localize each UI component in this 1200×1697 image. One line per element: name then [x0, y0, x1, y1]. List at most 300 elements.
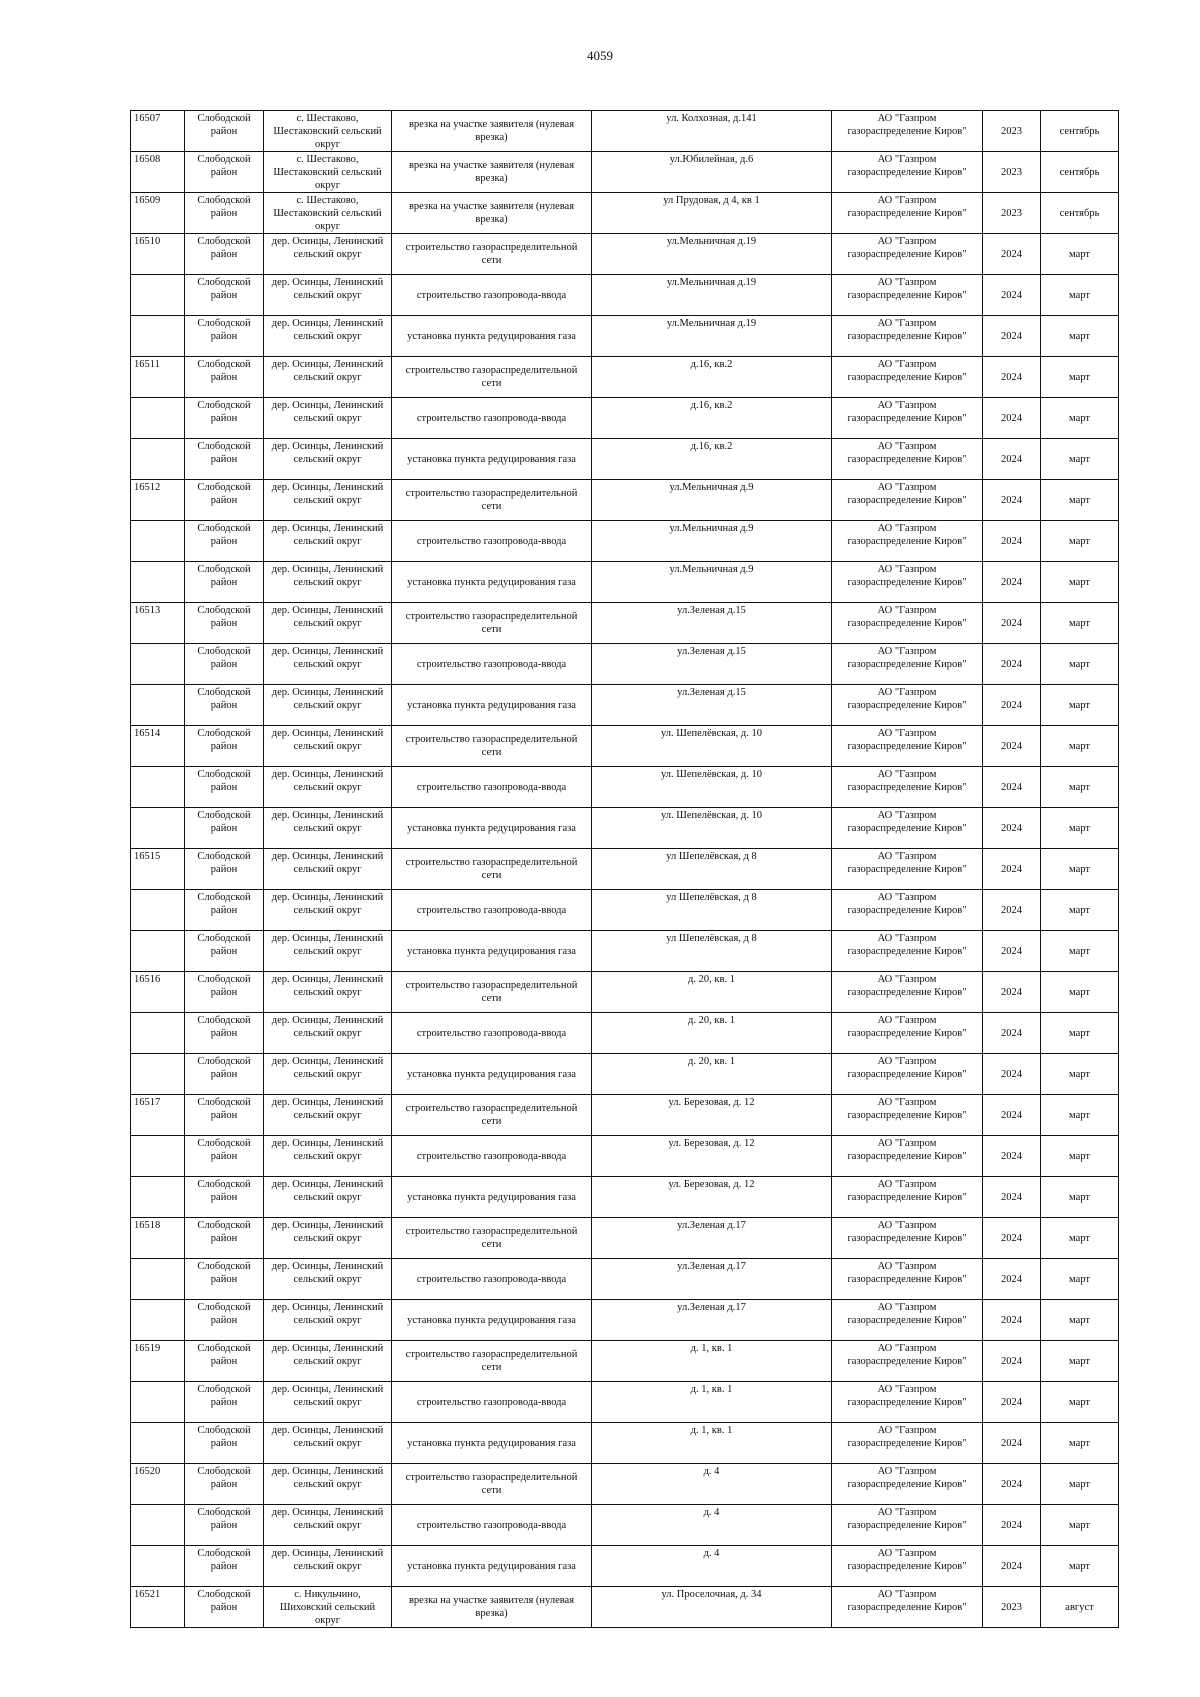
cell-organization: АО "Газпром газораспределение Киров" [832, 1054, 983, 1095]
cell-district: Слободской район [185, 972, 264, 1013]
cell-year: 2024 [983, 480, 1041, 521]
cell-address: ул.Зеленая д.17 [592, 1259, 832, 1300]
cell-locality: дер. Осинцы, Ленинский сельский округ [264, 1423, 392, 1464]
cell-address: д.16, кв.2 [592, 357, 832, 398]
cell-district: Слободской район [185, 1136, 264, 1177]
cell-address: ул. Шепелёвская, д. 10 [592, 726, 832, 767]
cell-district: Слободской район [185, 931, 264, 972]
cell-work-type: врезка на участке заявителя (нулевая врезка) [392, 111, 592, 152]
cell-locality: дер. Осинцы, Ленинский сельский округ [264, 644, 392, 685]
cell-number: 16507 [131, 111, 185, 152]
table-row [131, 439, 1119, 480]
cell-year: 2024 [983, 398, 1041, 439]
cell-year: 2024 [983, 275, 1041, 316]
table-row [131, 1095, 1119, 1136]
cell-address: д.16, кв.2 [592, 439, 832, 480]
table-row [131, 808, 1119, 849]
cell-work-type: строительство газораспределительной сети [392, 726, 592, 767]
cell-address: д. 1, кв. 1 [592, 1423, 832, 1464]
cell-year: 2024 [983, 316, 1041, 357]
cell-organization: АО "Газпром газораспределение Киров" [832, 398, 983, 439]
cell-organization: АО "Газпром газораспределение Киров" [832, 1136, 983, 1177]
table-row [131, 562, 1119, 603]
cell-locality: дер. Осинцы, Ленинский сельский округ [264, 972, 392, 1013]
cell-organization: АО "Газпром газораспределение Киров" [832, 603, 983, 644]
cell-month: март [1041, 1259, 1119, 1300]
cell-address: ул.Мельничная д.19 [592, 275, 832, 316]
cell-locality: дер. Осинцы, Ленинский сельский округ [264, 1546, 392, 1587]
cell-month: март [1041, 1546, 1119, 1587]
cell-locality: дер. Осинцы, Ленинский сельский округ [264, 234, 392, 275]
cell-number: 16518 [131, 1218, 185, 1259]
cell-work-type: строительство газораспределительной сети [392, 603, 592, 644]
cell-work-type: установка пункта редуцирования газа [392, 1546, 592, 1587]
cell-number [131, 808, 185, 849]
cell-year: 2024 [983, 1054, 1041, 1095]
cell-locality: дер. Осинцы, Ленинский сельский округ [264, 1464, 392, 1505]
cell-organization: АО "Газпром газораспределение Киров" [832, 1546, 983, 1587]
cell-number: 16516 [131, 972, 185, 1013]
cell-work-type: установка пункта редуцирования газа [392, 1300, 592, 1341]
cell-number [131, 1177, 185, 1218]
table-row [131, 152, 1119, 193]
cell-month: март [1041, 808, 1119, 849]
table-row [131, 1505, 1119, 1546]
cell-address: д. 4 [592, 1505, 832, 1546]
cell-year: 2024 [983, 1218, 1041, 1259]
cell-locality: дер. Осинцы, Ленинский сельский округ [264, 357, 392, 398]
cell-locality: дер. Осинцы, Ленинский сельский округ [264, 275, 392, 316]
cell-address: д. 4 [592, 1546, 832, 1587]
cell-organization: АО "Газпром газораспределение Киров" [832, 357, 983, 398]
cell-district: Слободской район [185, 726, 264, 767]
cell-number [131, 1300, 185, 1341]
cell-address: ул Шепелёвская, д 8 [592, 890, 832, 931]
cell-address: д. 1, кв. 1 [592, 1341, 832, 1382]
cell-locality: с. Шестаково, Шестаковский сельский округ [264, 152, 392, 193]
table-row [131, 1259, 1119, 1300]
cell-locality: с. Шестаково, Шестаковский сельский округ [264, 193, 392, 234]
cell-organization: АО "Газпром газораспределение Киров" [832, 726, 983, 767]
cell-number [131, 931, 185, 972]
cell-year: 2024 [983, 603, 1041, 644]
cell-year: 2024 [983, 972, 1041, 1013]
cell-locality: дер. Осинцы, Ленинский сельский округ [264, 849, 392, 890]
table-row [131, 234, 1119, 275]
cell-month: март [1041, 1218, 1119, 1259]
cell-year: 2024 [983, 562, 1041, 603]
table-row [131, 1546, 1119, 1587]
cell-organization: АО "Газпром газораспределение Киров" [832, 1423, 983, 1464]
cell-locality: дер. Осинцы, Ленинский сельский округ [264, 521, 392, 562]
cell-district: Слободской район [185, 480, 264, 521]
cell-year: 2024 [983, 521, 1041, 562]
cell-locality: дер. Осинцы, Ленинский сельский округ [264, 685, 392, 726]
cell-organization: АО "Газпром газораспределение Киров" [832, 1587, 983, 1628]
cell-work-type: врезка на участке заявителя (нулевая врезка) [392, 152, 592, 193]
cell-locality: дер. Осинцы, Ленинский сельский округ [264, 1136, 392, 1177]
cell-year: 2024 [983, 1464, 1041, 1505]
cell-number: 16517 [131, 1095, 185, 1136]
table-row [131, 357, 1119, 398]
cell-year: 2024 [983, 1423, 1041, 1464]
cell-year: 2024 [983, 1177, 1041, 1218]
cell-month: сентябрь [1041, 111, 1119, 152]
table-row [131, 767, 1119, 808]
cell-organization: АО "Газпром газораспределение Киров" [832, 1218, 983, 1259]
cell-work-type: установка пункта редуцирования газа [392, 439, 592, 480]
cell-organization: АО "Газпром газораспределение Киров" [832, 972, 983, 1013]
cell-number [131, 1423, 185, 1464]
cell-locality: дер. Осинцы, Ленинский сельский округ [264, 1300, 392, 1341]
table-row [131, 1464, 1119, 1505]
cell-work-type: установка пункта редуцирования газа [392, 1054, 592, 1095]
cell-locality: дер. Осинцы, Ленинский сельский округ [264, 480, 392, 521]
cell-work-type: строительство газораспределительной сети [392, 1218, 592, 1259]
cell-organization: АО "Газпром газораспределение Киров" [832, 316, 983, 357]
cell-month: март [1041, 521, 1119, 562]
cell-organization: АО "Газпром газораспределение Киров" [832, 1464, 983, 1505]
cell-number: 16514 [131, 726, 185, 767]
cell-work-type: строительство газораспределительной сети [392, 849, 592, 890]
table-row [131, 890, 1119, 931]
cell-number [131, 316, 185, 357]
cell-year: 2024 [983, 1136, 1041, 1177]
cell-locality: дер. Осинцы, Ленинский сельский округ [264, 1177, 392, 1218]
cell-month: март [1041, 357, 1119, 398]
cell-address: ул. Березовая, д. 12 [592, 1136, 832, 1177]
cell-address: ул.Зеленая д.17 [592, 1300, 832, 1341]
table-row [131, 111, 1119, 152]
cell-locality: дер. Осинцы, Ленинский сельский округ [264, 1259, 392, 1300]
cell-work-type: строительство газораспределительной сети [392, 480, 592, 521]
cell-organization: АО "Газпром газораспределение Киров" [832, 234, 983, 275]
cell-district: Слободской район [185, 1505, 264, 1546]
cell-district: Слободской район [185, 808, 264, 849]
cell-organization: АО "Газпром газораспределение Киров" [832, 152, 983, 193]
cell-district: Слободской район [185, 1587, 264, 1628]
cell-number [131, 398, 185, 439]
cell-work-type: установка пункта редуцирования газа [392, 562, 592, 603]
cell-number: 16515 [131, 849, 185, 890]
cell-district: Слободской район [185, 890, 264, 931]
cell-year: 2024 [983, 1382, 1041, 1423]
cell-organization: АО "Газпром газораспределение Киров" [832, 890, 983, 931]
cell-locality: дер. Осинцы, Ленинский сельский округ [264, 1341, 392, 1382]
cell-district: Слободской район [185, 316, 264, 357]
cell-locality: дер. Осинцы, Ленинский сельский округ [264, 603, 392, 644]
table-row [131, 644, 1119, 685]
table-row [131, 398, 1119, 439]
cell-locality: дер. Осинцы, Ленинский сельский округ [264, 726, 392, 767]
cell-year: 2024 [983, 357, 1041, 398]
cell-organization: АО "Газпром газораспределение Киров" [832, 644, 983, 685]
cell-year: 2024 [983, 931, 1041, 972]
cell-organization: АО "Газпром газораспределение Киров" [832, 685, 983, 726]
cell-district: Слободской район [185, 1218, 264, 1259]
cell-organization: АО "Газпром газораспределение Киров" [832, 1382, 983, 1423]
cell-organization: АО "Газпром газораспределение Киров" [832, 931, 983, 972]
cell-month: март [1041, 316, 1119, 357]
cell-work-type: строительство газопровода-ввода [392, 1259, 592, 1300]
cell-work-type: строительство газораспределительной сети [392, 1464, 592, 1505]
cell-organization: АО "Газпром газораспределение Киров" [832, 562, 983, 603]
cell-month: март [1041, 234, 1119, 275]
cell-address: ул Шепелёвская, д 8 [592, 931, 832, 972]
cell-district: Слободской район [185, 398, 264, 439]
gasification-table [130, 110, 1119, 1628]
cell-address: д. 20, кв. 1 [592, 1013, 832, 1054]
cell-number: 16519 [131, 1341, 185, 1382]
cell-number: 16509 [131, 193, 185, 234]
cell-locality: с. Шестаково, Шестаковский сельский округ [264, 111, 392, 152]
cell-month: март [1041, 439, 1119, 480]
cell-district: Слободской район [185, 521, 264, 562]
cell-address: ул.Юбилейная, д.6 [592, 152, 832, 193]
table-row [131, 480, 1119, 521]
cell-address: д. 1, кв. 1 [592, 1382, 832, 1423]
cell-district: Слободской район [185, 1300, 264, 1341]
table-row [131, 1054, 1119, 1095]
table-row [131, 1423, 1119, 1464]
cell-locality: с. Никульчино, Шиховский сельский округ [264, 1587, 392, 1628]
table-row [131, 849, 1119, 890]
cell-organization: АО "Газпром газораспределение Киров" [832, 193, 983, 234]
table-row [131, 931, 1119, 972]
cell-organization: АО "Газпром газораспределение Киров" [832, 808, 983, 849]
cell-month: март [1041, 562, 1119, 603]
cell-district: Слободской район [185, 357, 264, 398]
table-body [131, 111, 1119, 1628]
table-row [131, 1587, 1119, 1628]
cell-locality: дер. Осинцы, Ленинский сельский округ [264, 767, 392, 808]
cell-district: Слободской район [185, 644, 264, 685]
cell-number: 16520 [131, 1464, 185, 1505]
cell-month: март [1041, 1177, 1119, 1218]
cell-year: 2024 [983, 1013, 1041, 1054]
cell-work-type: строительство газораспределительной сети [392, 234, 592, 275]
table-row [131, 726, 1119, 767]
cell-address: ул Шепелёвская, д 8 [592, 849, 832, 890]
cell-address: ул.Мельничная д.19 [592, 234, 832, 275]
table-row [131, 685, 1119, 726]
cell-organization: АО "Газпром газораспределение Киров" [832, 1177, 983, 1218]
cell-work-type: строительство газопровода-ввода [392, 644, 592, 685]
cell-number: 16508 [131, 152, 185, 193]
cell-organization: АО "Газпром газораспределение Киров" [832, 275, 983, 316]
cell-district: Слободской район [185, 111, 264, 152]
cell-organization: АО "Газпром газораспределение Киров" [832, 1300, 983, 1341]
cell-address: ул. Шепелёвская, д. 10 [592, 767, 832, 808]
cell-locality: дер. Осинцы, Ленинский сельский округ [264, 1505, 392, 1546]
cell-work-type: установка пункта редуцирования газа [392, 685, 592, 726]
cell-locality: дер. Осинцы, Ленинский сельский округ [264, 562, 392, 603]
cell-organization: АО "Газпром газораспределение Киров" [832, 1013, 983, 1054]
cell-number [131, 1382, 185, 1423]
table-row [131, 521, 1119, 562]
cell-month: март [1041, 1464, 1119, 1505]
cell-number [131, 1013, 185, 1054]
cell-month: март [1041, 275, 1119, 316]
cell-district: Слободской район [185, 1013, 264, 1054]
cell-address: ул. Березовая, д. 12 [592, 1095, 832, 1136]
cell-locality: дер. Осинцы, Ленинский сельский округ [264, 1054, 392, 1095]
cell-number [131, 767, 185, 808]
cell-locality: дер. Осинцы, Ленинский сельский округ [264, 316, 392, 357]
table-row [131, 316, 1119, 357]
cell-address: д. 20, кв. 1 [592, 1054, 832, 1095]
cell-year: 2024 [983, 767, 1041, 808]
table-row [131, 1341, 1119, 1382]
cell-work-type: строительство газопровода-ввода [392, 275, 592, 316]
cell-district: Слободской район [185, 1177, 264, 1218]
cell-month: март [1041, 1095, 1119, 1136]
cell-month: март [1041, 1300, 1119, 1341]
cell-year: 2024 [983, 1300, 1041, 1341]
cell-number [131, 439, 185, 480]
cell-district: Слободской район [185, 234, 264, 275]
cell-month: март [1041, 890, 1119, 931]
table-row [131, 972, 1119, 1013]
cell-month: сентябрь [1041, 193, 1119, 234]
cell-address: ул. Березовая, д. 12 [592, 1177, 832, 1218]
cell-locality: дер. Осинцы, Ленинский сельский округ [264, 808, 392, 849]
cell-number: 16510 [131, 234, 185, 275]
cell-address: д. 20, кв. 1 [592, 972, 832, 1013]
cell-work-type: строительство газопровода-ввода [392, 1505, 592, 1546]
cell-address: ул. Проселочная, д. 34 [592, 1587, 832, 1628]
cell-number [131, 1054, 185, 1095]
table-row [131, 1300, 1119, 1341]
cell-address: ул. Шепелёвская, д. 10 [592, 808, 832, 849]
cell-locality: дер. Осинцы, Ленинский сельский округ [264, 890, 392, 931]
cell-work-type: строительство газопровода-ввода [392, 1013, 592, 1054]
cell-district: Слободской район [185, 1464, 264, 1505]
cell-month: март [1041, 1505, 1119, 1546]
cell-year: 2024 [983, 1505, 1041, 1546]
cell-year: 2023 [983, 152, 1041, 193]
cell-year: 2024 [983, 234, 1041, 275]
cell-month: март [1041, 603, 1119, 644]
cell-month: сентябрь [1041, 152, 1119, 193]
cell-number [131, 644, 185, 685]
cell-month: август [1041, 1587, 1119, 1628]
cell-month: март [1041, 931, 1119, 972]
cell-number: 16513 [131, 603, 185, 644]
cell-month: март [1041, 480, 1119, 521]
cell-organization: АО "Газпром газораспределение Киров" [832, 767, 983, 808]
cell-work-type: строительство газораспределительной сети [392, 1341, 592, 1382]
table-row [131, 193, 1119, 234]
table-row [131, 603, 1119, 644]
cell-number [131, 685, 185, 726]
cell-organization: АО "Газпром газораспределение Киров" [832, 480, 983, 521]
page-number: 4059 [587, 48, 613, 63]
cell-district: Слободской район [185, 1382, 264, 1423]
table-row [131, 1218, 1119, 1259]
cell-number [131, 1546, 185, 1587]
cell-work-type: врезка на участке заявителя (нулевая врезка) [392, 1587, 592, 1628]
table-row [131, 275, 1119, 316]
cell-work-type: строительство газопровода-ввода [392, 398, 592, 439]
cell-year: 2024 [983, 644, 1041, 685]
cell-month: март [1041, 1341, 1119, 1382]
cell-month: март [1041, 972, 1119, 1013]
cell-year: 2024 [983, 808, 1041, 849]
cell-address: ул.Зеленая д.15 [592, 603, 832, 644]
table-row [131, 1382, 1119, 1423]
cell-month: март [1041, 685, 1119, 726]
cell-year: 2024 [983, 685, 1041, 726]
cell-number [131, 1136, 185, 1177]
cell-month: март [1041, 398, 1119, 439]
cell-month: март [1041, 767, 1119, 808]
cell-address: ул.Мельничная д.9 [592, 521, 832, 562]
cell-work-type: установка пункта редуцирования газа [392, 808, 592, 849]
cell-year: 2024 [983, 1259, 1041, 1300]
cell-address: ул.Мельничная д.9 [592, 562, 832, 603]
cell-district: Слободской район [185, 1546, 264, 1587]
cell-month: март [1041, 1382, 1119, 1423]
cell-organization: АО "Газпром газораспределение Киров" [832, 1095, 983, 1136]
cell-month: март [1041, 1054, 1119, 1095]
cell-district: Слободской район [185, 1259, 264, 1300]
cell-organization: АО "Газпром газораспределение Киров" [832, 439, 983, 480]
cell-district: Слободской район [185, 193, 264, 234]
cell-year: 2023 [983, 111, 1041, 152]
cell-work-type: строительство газопровода-ввода [392, 1382, 592, 1423]
cell-district: Слободской район [185, 1054, 264, 1095]
cell-address: д.16, кв.2 [592, 398, 832, 439]
cell-address: ул.Мельничная д.19 [592, 316, 832, 357]
cell-locality: дер. Осинцы, Ленинский сельский округ [264, 398, 392, 439]
cell-district: Слободской район [185, 562, 264, 603]
cell-address: ул.Зеленая д.15 [592, 644, 832, 685]
cell-work-type: установка пункта редуцирования газа [392, 1423, 592, 1464]
cell-address: д. 4 [592, 1464, 832, 1505]
cell-month: март [1041, 726, 1119, 767]
cell-month: март [1041, 849, 1119, 890]
cell-organization: АО "Газпром газораспределение Киров" [832, 1341, 983, 1382]
cell-district: Слободской район [185, 685, 264, 726]
cell-year: 2024 [983, 439, 1041, 480]
cell-month: март [1041, 644, 1119, 685]
cell-year: 2024 [983, 890, 1041, 931]
cell-work-type: строительство газопровода-ввода [392, 521, 592, 562]
cell-locality: дер. Осинцы, Ленинский сельский округ [264, 439, 392, 480]
cell-address: ул.Мельничная д.9 [592, 480, 832, 521]
cell-year: 2024 [983, 1341, 1041, 1382]
cell-year: 2023 [983, 193, 1041, 234]
cell-locality: дер. Осинцы, Ленинский сельский округ [264, 1382, 392, 1423]
cell-year: 2024 [983, 726, 1041, 767]
cell-year: 2024 [983, 1546, 1041, 1587]
cell-number [131, 890, 185, 931]
table-row [131, 1177, 1119, 1218]
cell-address: ул.Зеленая д.17 [592, 1218, 832, 1259]
cell-number [131, 1259, 185, 1300]
cell-work-type: строительство газораспределительной сети [392, 357, 592, 398]
cell-organization: АО "Газпром газораспределение Киров" [832, 521, 983, 562]
cell-work-type: установка пункта редуцирования газа [392, 316, 592, 357]
cell-district: Слободской район [185, 1095, 264, 1136]
cell-number: 16521 [131, 1587, 185, 1628]
cell-district: Слободской район [185, 152, 264, 193]
cell-organization: АО "Газпром газораспределение Киров" [832, 111, 983, 152]
cell-number [131, 562, 185, 603]
cell-year: 2023 [983, 1587, 1041, 1628]
cell-month: март [1041, 1136, 1119, 1177]
